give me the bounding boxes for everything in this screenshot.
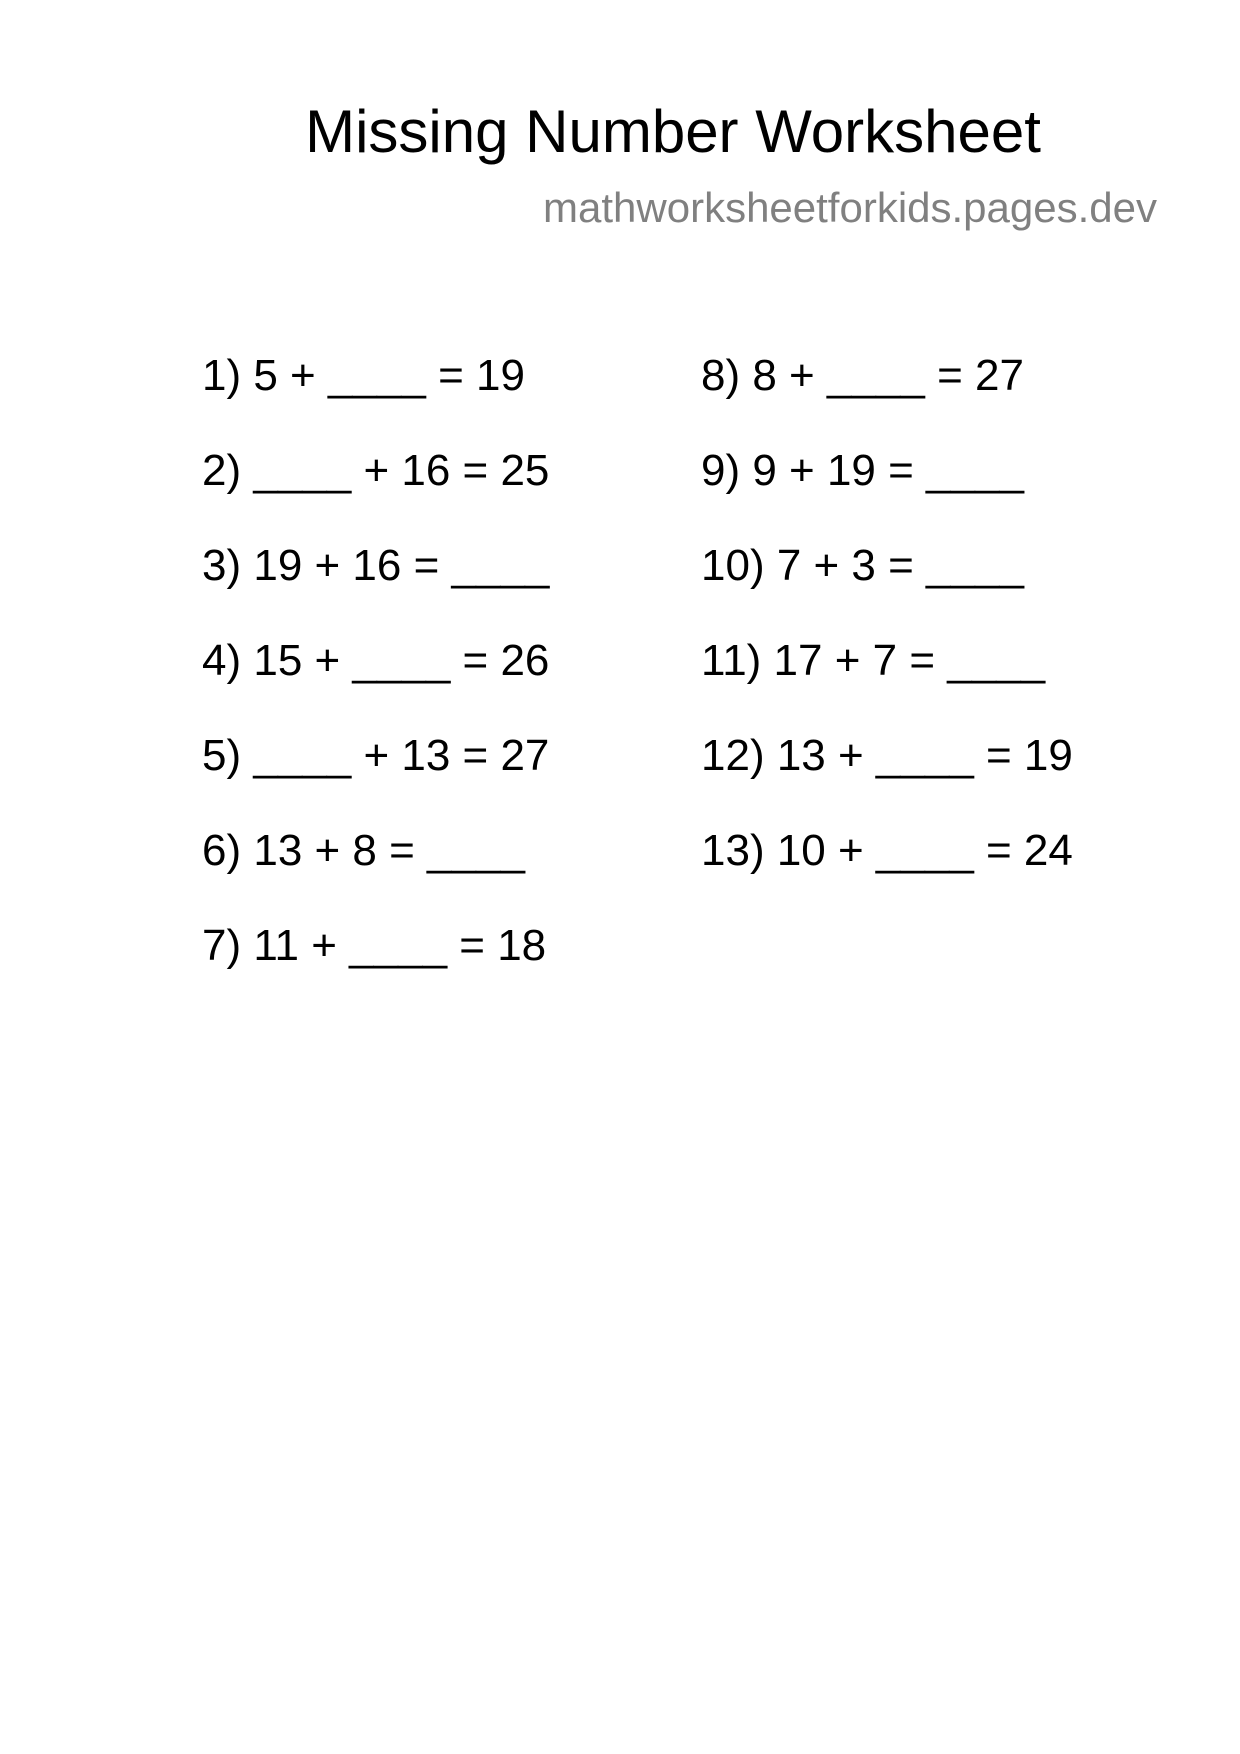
problem-column-right: [701, 348, 1073, 918]
problem-2: 2) ____ + 16 = 25: [202, 446, 550, 495]
problem-13: 13) 10 + ____ = 24: [701, 826, 1073, 875]
worksheet-title: Missing Number Worksheet: [305, 98, 1041, 165]
problem-column-left: [202, 348, 549, 1013]
problem-3: 3) 19 + 16 = ____: [202, 541, 550, 590]
problem-8: 8) 8 + ____ = 27: [701, 351, 1024, 400]
problem-9: 9) 9 + 19 = ____: [701, 446, 1024, 495]
problem-4: 4) 15 + ____ = 26: [202, 636, 550, 685]
problem-7: 7) 11 + ____ = 18: [202, 921, 547, 970]
problem-10: 10) 7 + 3 = ____: [701, 541, 1024, 590]
problem-6: 6) 13 + 8 = ____: [202, 826, 525, 875]
worksheet-source-url: mathworksheetforkids.pages.dev: [543, 184, 1157, 231]
problem-1: 1) 5 + ____ = 19: [202, 351, 525, 400]
problem-11: 11) 17 + 7 = ____: [701, 636, 1046, 685]
problem-5: 5) ____ + 13 = 27: [202, 731, 550, 780]
problem-12: 12) 13 + ____ = 19: [701, 731, 1073, 780]
